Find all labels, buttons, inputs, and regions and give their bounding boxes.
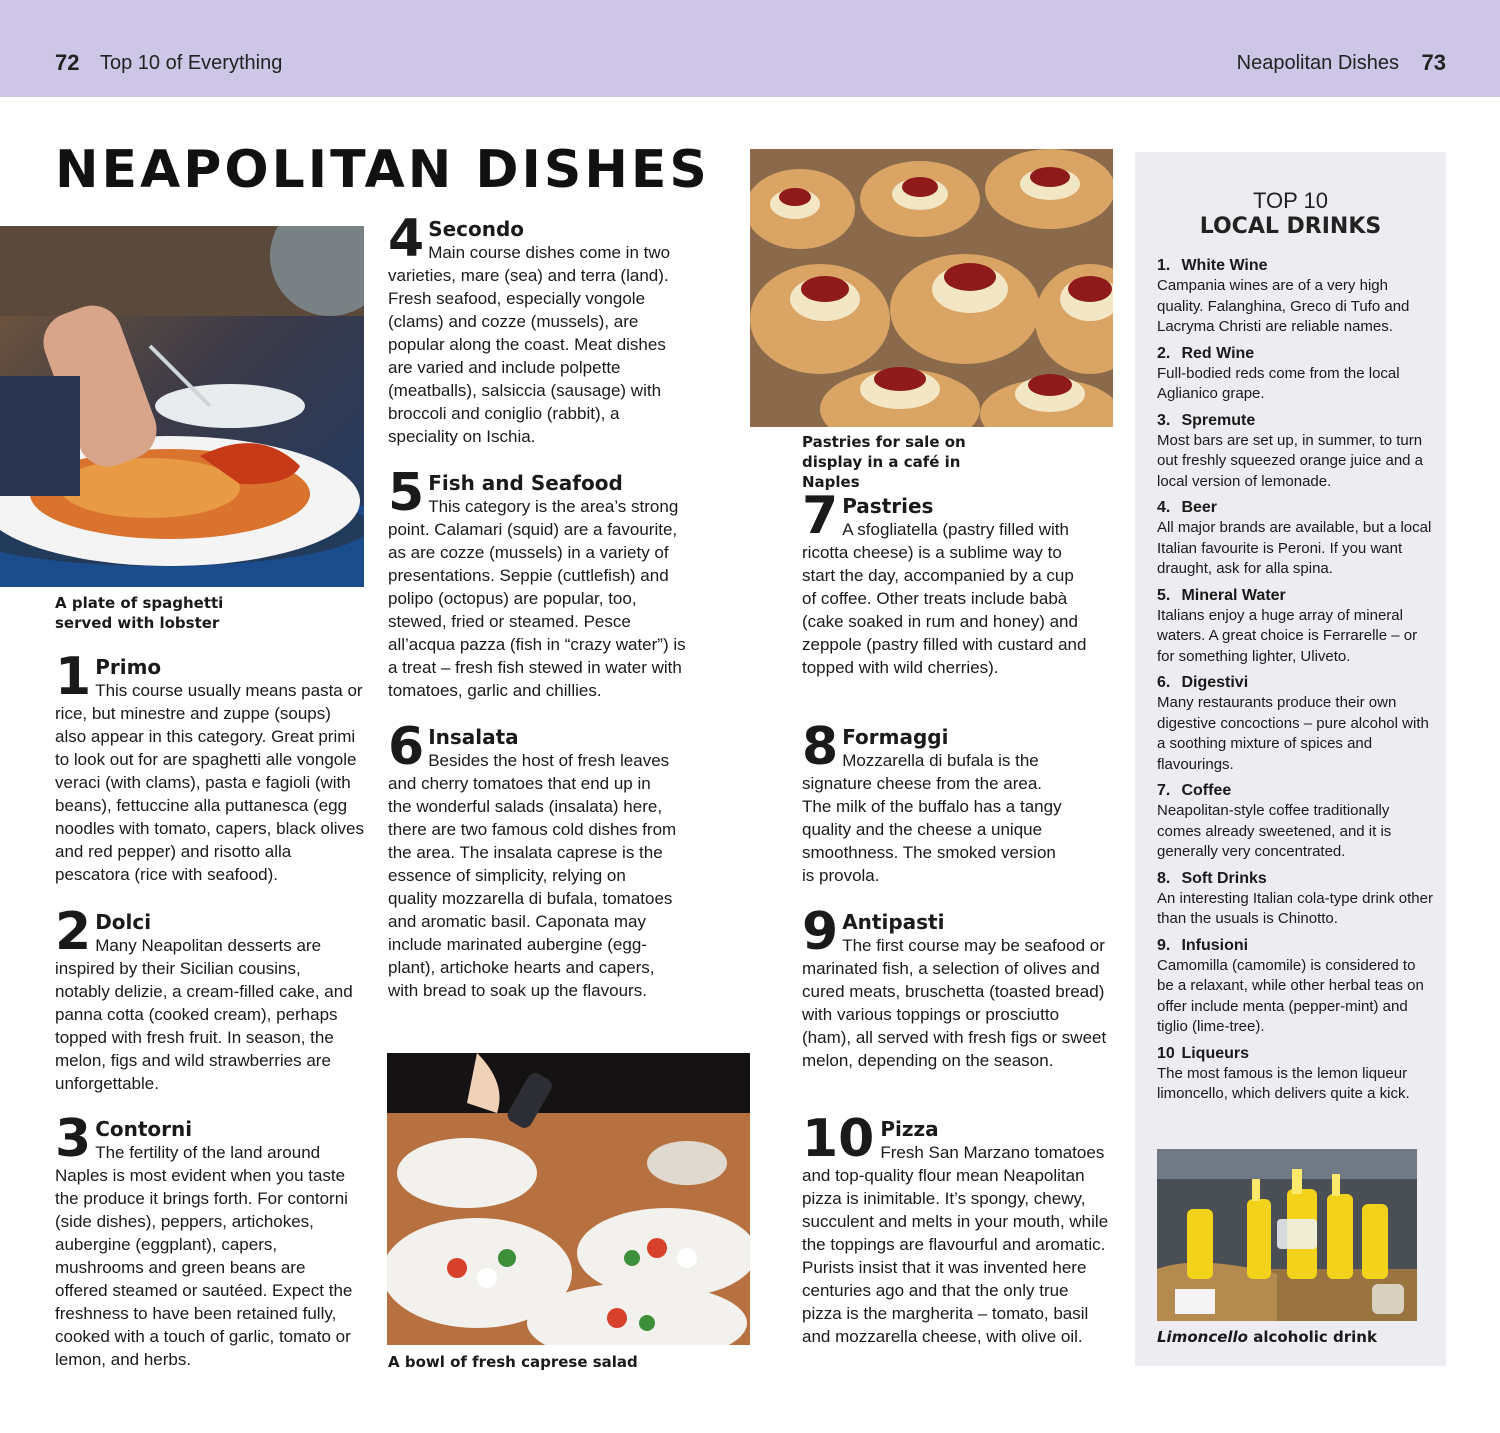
drink-number: 1. bbox=[1157, 257, 1171, 274]
item-body: Fresh San Marzano tomatoes and top-quality flour mean Neapolitan pizza is inimitable. It’s spongy, chewy, succulent and melts in your mouth, while the toppings are flavourful and aromatic. Purists insist that it was invented here centuries ago and that the only true pizza is the margherita – tomato, basil and mozzarella cheese, with olive oil. bbox=[802, 1143, 1109, 1346]
drink-number: 2. bbox=[1157, 344, 1171, 362]
list-item-pizza bbox=[802, 1109, 1112, 1348]
item-body: Main course dishes come in two varieties, mare (sea) and terra (land). Fresh seafood, especially vongole (clams) and cozze (mussels), are popular along the coast. Meat dishes are varied and include polpette (meatballs), salsiccia (sausage) with broccoli and coniglio (rabbit), a speciality on Ischia. bbox=[388, 243, 671, 446]
item-number: 2 bbox=[55, 902, 92, 962]
list-item-fish-and-seafood bbox=[388, 463, 688, 702]
item-body: This category is the area’s strong point. Calamari (squid) are a favourite, as are cozze (mussels) in a variety of presentations. Seppie (cuttlefish) and polipo (octopus) are popular, too, stewed, fried or steamed. Pesce all’acqua pazza (fish in “crazy water”) is a treat – fresh fish stewed in water with tomatoes, garlic and chillies. bbox=[388, 497, 686, 700]
item-body: The first course may be seafood or marinated fish, a selection of olives and cured meats, bruschetta (toasted bread) with various toppings or prosciutto (ham), all served with fresh figs or sweet melon, depending on the season. bbox=[802, 936, 1107, 1070]
drink-item bbox=[1157, 344, 1433, 405]
drink-item bbox=[1157, 411, 1433, 493]
item-title: Secondo bbox=[428, 217, 525, 241]
drink-title: Beer bbox=[1181, 499, 1218, 516]
limoncello-photo bbox=[1157, 1149, 1417, 1321]
item-body: This course usually means pasta or rice, but minestre and zuppe (soups) also appear in this category. Great primi to look out for are spaghetti alle vongole veraci (with clams), pasta e fagioli (with beans), fettuccine alla puttanesca (egg noodles with tomato, capers, black olives and red pepper) and risotto alla pescatora (rice with seafood). bbox=[55, 681, 364, 884]
item-title: Fish and Seafood bbox=[428, 471, 623, 495]
drink-body: The most famous is the lemon liqueur limoncello, which delivers quite a kick. bbox=[1157, 1064, 1410, 1102]
list-item-formaggi bbox=[802, 717, 1072, 887]
drink-number: 5. bbox=[1157, 586, 1171, 604]
item-title: Contorni bbox=[95, 1117, 193, 1141]
drink-title: Spremute bbox=[1181, 411, 1256, 429]
drink-body: Camomilla (camomile) is considered to be a relaxant, while other herbal teas on offer include menta (pepper-mint) and tiglio (lime-tree). bbox=[1157, 956, 1424, 1035]
item-body: Mozzarella di bufala is the signature cheese from the area. The milk of the buffalo has a tangy quality and the cheese a unique smoothness. The smoked version is provola. bbox=[802, 751, 1062, 885]
drink-number: 9. bbox=[1157, 936, 1171, 954]
drink-number: 10 bbox=[1157, 1044, 1175, 1062]
list-item-pastries bbox=[802, 486, 1087, 679]
drink-title: Red Wine bbox=[1181, 344, 1255, 362]
item-number: 1 bbox=[55, 647, 92, 707]
item-number: 10 bbox=[802, 1109, 875, 1169]
spaghetti-photo bbox=[0, 226, 364, 587]
drink-item bbox=[1157, 781, 1433, 863]
item-number: 9 bbox=[802, 902, 839, 962]
item-number: 3 bbox=[55, 1109, 92, 1169]
drinks-list bbox=[1157, 256, 1433, 1111]
item-body: Besides the host of fresh leaves and cherry tomatoes that end up in the wonderful salads (insalata) here, there are two famous cold dishes from the area. The insalata caprese is the essence of simplicity, relying on quality mozzarella di bufala, tomatoes and aromatic basil. Caponata may include marinated aubergine (egg-plant), artichoke hearts and capers, with bread to soak up the flavours. bbox=[388, 751, 677, 1000]
drink-number: 3. bbox=[1157, 411, 1171, 429]
drink-item bbox=[1157, 869, 1433, 930]
drink-body: Full-bodied reds come from the local Aglianico grape. bbox=[1157, 364, 1400, 402]
list-item-secondo bbox=[388, 209, 688, 448]
caprese-photo bbox=[387, 1053, 750, 1345]
list-item-primo bbox=[55, 647, 365, 886]
local-drinks-sidebar bbox=[1135, 152, 1446, 1366]
drink-number: 6. bbox=[1157, 674, 1171, 691]
list-item-insalata bbox=[388, 717, 678, 1002]
drink-title: White Wine bbox=[1181, 257, 1268, 274]
drink-body: Most bars are set up, in summer, to turn out freshly squeezed orange juice and a local version of lemonade. bbox=[1157, 431, 1424, 490]
item-title: Primo bbox=[95, 655, 162, 679]
item-title: Pizza bbox=[880, 1117, 939, 1141]
right-page-number: 73 bbox=[1421, 50, 1446, 75]
drink-body: Campania wines are of a very high quality. Falanghina, Greco di Tufo and Lacryma Christi are reliable names. bbox=[1157, 277, 1410, 335]
drink-number: 8. bbox=[1157, 869, 1171, 887]
spaghetti-caption: A plate of spaghetti served with lobster bbox=[55, 594, 224, 632]
drink-title: Infusioni bbox=[1181, 936, 1249, 954]
limoncello-caption-text: alcoholic drink bbox=[1247, 1328, 1377, 1346]
pastries-caption: Pastries for sale on display in a café in Naples bbox=[802, 433, 966, 491]
page-header bbox=[0, 0, 1500, 97]
item-body: Many Neapolitan desserts are inspired by their Sicilian cousins, notably delizie, a cream-filled cake, and panna cotta (cooked cream), perhaps topped with fresh fruit. In season, the melon, figs and wild strawberries are unforgettable. bbox=[55, 936, 353, 1093]
item-body: A sfogliatella (pastry filled with ricotta cheese) is a sublime way to start the day, accompanied by a cup of coffee. Other treats include babà (cake soaked in rum and honey) and zeppole (pastry filled with custard and topped with wild cherries). bbox=[802, 520, 1087, 677]
drink-item bbox=[1157, 673, 1433, 775]
item-title: Dolci bbox=[95, 910, 152, 934]
item-number: 7 bbox=[802, 486, 839, 546]
page-title: NEAPOLITAN DISHES bbox=[55, 140, 710, 200]
item-title: Formaggi bbox=[842, 725, 949, 749]
drink-number: 7. bbox=[1157, 782, 1171, 799]
sidebar-title: LOCAL DRINKS bbox=[1199, 214, 1382, 239]
drink-item bbox=[1157, 256, 1433, 338]
drink-item bbox=[1157, 498, 1433, 580]
limoncello-caption bbox=[1157, 1327, 1427, 1347]
item-title: Pastries bbox=[842, 494, 934, 518]
item-number: 8 bbox=[802, 717, 839, 777]
list-item-dolci bbox=[55, 902, 355, 1095]
drink-body: An interesting Italian cola-type drink other than the usuals is Chinotto. bbox=[1157, 889, 1433, 927]
drink-item bbox=[1157, 1044, 1433, 1105]
limoncello-caption-italic: Limoncello bbox=[1157, 1328, 1248, 1346]
drink-body: Many restaurants produce their own digestive concoctions – pure alcohol with a soothing mixture of spices and flavourings. bbox=[1157, 694, 1429, 773]
drink-title: Coffee bbox=[1181, 782, 1232, 799]
item-title: Antipasti bbox=[842, 910, 945, 934]
item-title: Insalata bbox=[428, 725, 519, 749]
drink-title: Mineral Water bbox=[1181, 586, 1286, 604]
item-number: 4 bbox=[388, 209, 425, 269]
drink-item bbox=[1157, 586, 1433, 668]
item-body: The fertility of the land around Naples is most evident when you taste the produce it brings forth. For contorni (side dishes), peppers, artichokes, aubergine (eggplant), capers, mushrooms and green beans are offered steamed or sautéed. Expect the freshness to have been retained fully, cooked with a touch of garlic, tomato or lemon, and herbs. bbox=[55, 1143, 353, 1369]
drink-title: Digestivi bbox=[1181, 674, 1249, 691]
drink-item bbox=[1157, 936, 1433, 1038]
pastries-photo bbox=[750, 149, 1113, 427]
drink-title: Soft Drinks bbox=[1181, 869, 1267, 887]
list-item-antipasti bbox=[802, 902, 1107, 1072]
item-number: 6 bbox=[388, 717, 425, 777]
item-number: 5 bbox=[388, 463, 425, 523]
drink-number: 4. bbox=[1157, 499, 1171, 516]
left-running-title: Top 10 of Everything bbox=[100, 52, 283, 74]
left-page-number: 72 bbox=[55, 50, 80, 75]
drink-body: All major brands are available, but a local Italian favourite is Peroni. If you want draught, ask for alla spina. bbox=[1157, 519, 1432, 577]
drink-title: Liqueurs bbox=[1181, 1044, 1250, 1062]
list-item-contorni bbox=[55, 1109, 355, 1371]
caprese-caption: A bowl of fresh caprese salad bbox=[388, 1353, 638, 1371]
sidebar-title-top: TOP 10 bbox=[1252, 188, 1328, 213]
drink-body: Neapolitan-style coffee traditionally comes already sweetened, and it is generally very concentrated. bbox=[1157, 802, 1392, 860]
drink-body: Italians enjoy a huge array of mineral waters. A great choice is Ferrarelle – or for something lighter, Uliveto. bbox=[1157, 606, 1418, 665]
right-running-title: Neapolitan Dishes bbox=[1236, 52, 1399, 74]
